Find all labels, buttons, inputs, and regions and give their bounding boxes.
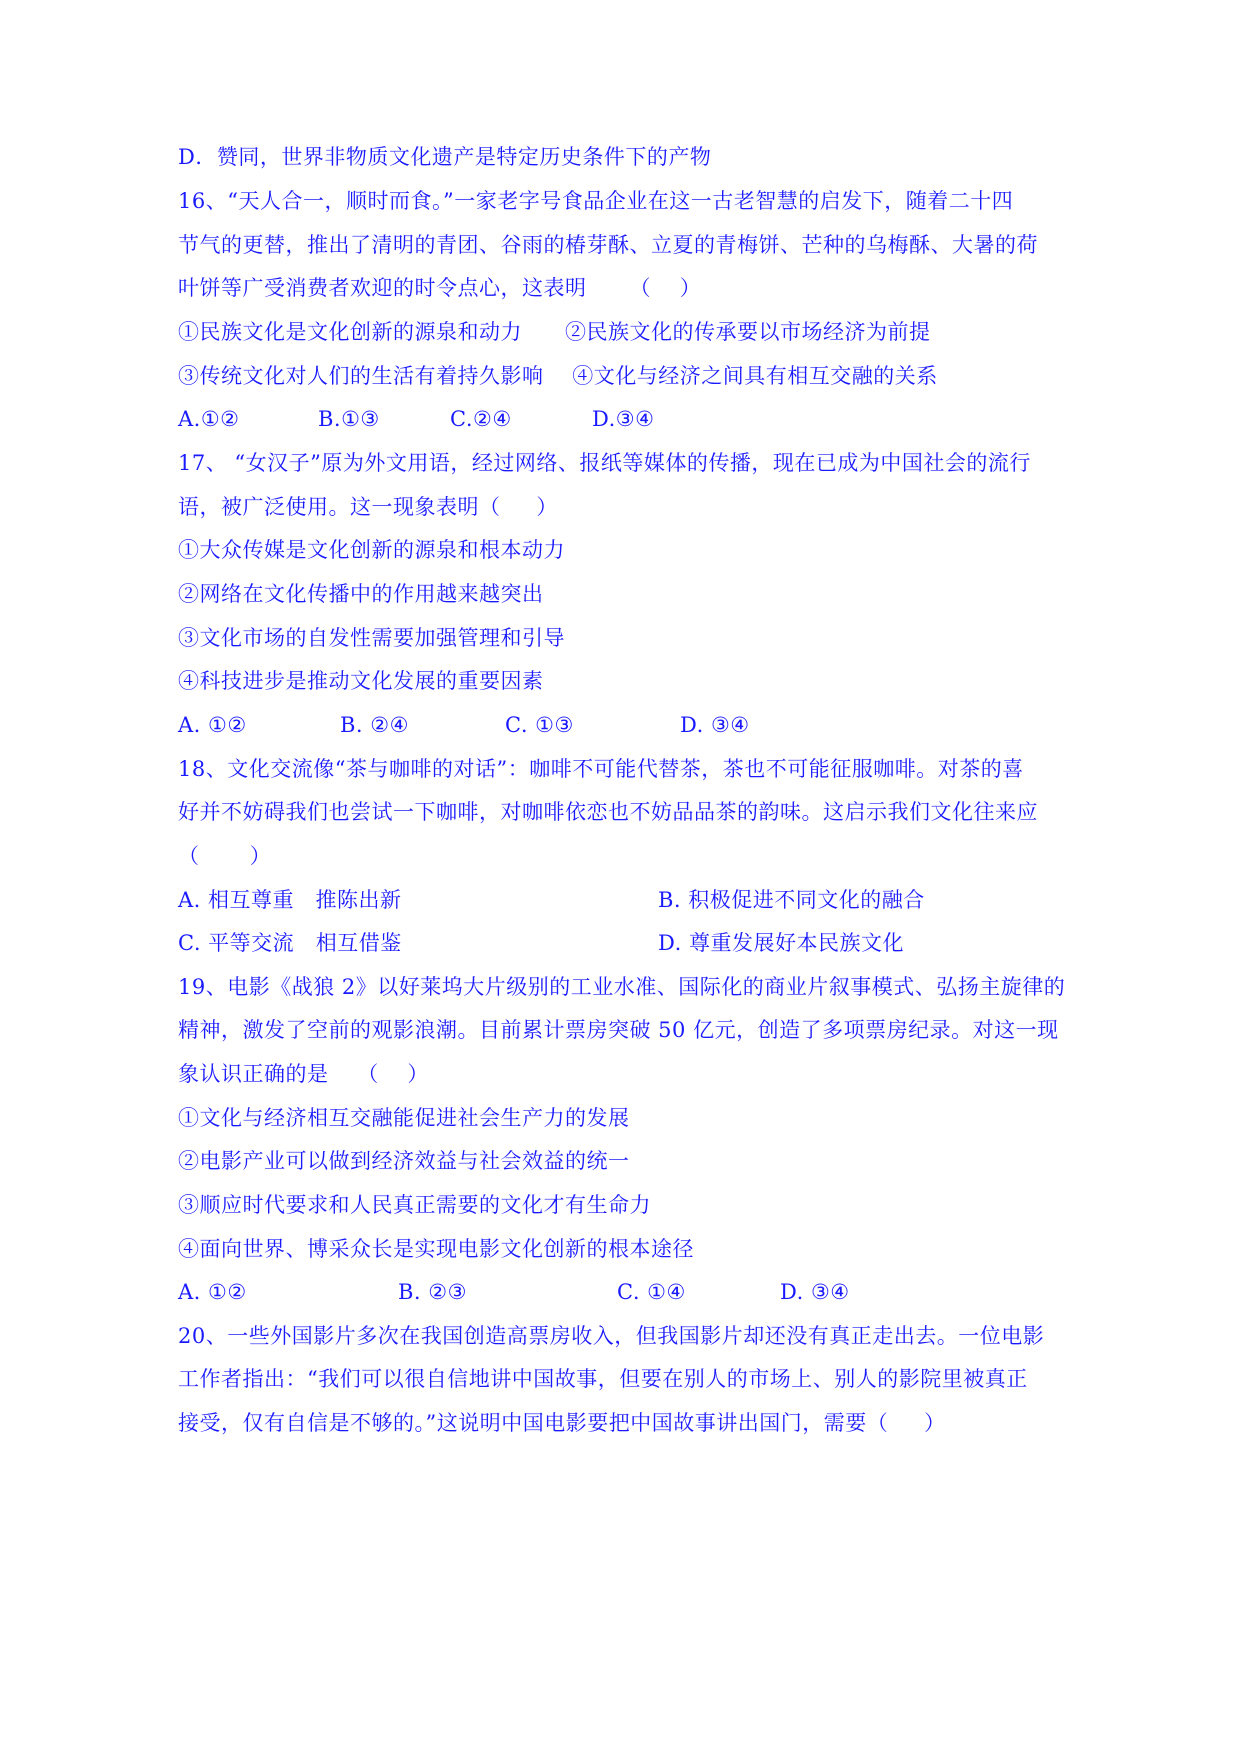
q18-option-c: C. 平等交流 相互借鉴 — [178, 931, 402, 955]
q15-option-d: D．赞同，世界非物质文化遗产是特定历史条件下的产物 — [178, 145, 712, 169]
q19-stem-line-1: 19、电影《战狼 2》以好莱坞大片级别的工业水准、国际化的商业片叙事模式、弘扬主旋律的 — [178, 975, 1066, 999]
q18-option-a: A. 相互尊重 推陈出新 — [178, 888, 402, 912]
q19-stem-line-2: 精神，激发了空前的观影浪潮。目前累计票房突破 50 亿元，创造了多项票房纪录。对这一现 — [178, 1018, 1059, 1042]
q16-option-c: C.②④ — [450, 407, 512, 431]
q16-stem-line-2: 节气的更替，推出了清明的青团、谷雨的椿芽酥、立夏的青梅饼、芒种的乌梅酥、大暑的荷 — [178, 233, 1038, 257]
q19-option-a: A. ①② — [178, 1280, 247, 1304]
q18-option-d: D. 尊重发展好本民族文化 — [658, 931, 904, 955]
q19-statement-1: ①文化与经济相互交融能促进社会生产力的发展 — [178, 1106, 630, 1130]
q17-stem-line-1: 17、 “女汉子”原为外文用语，经过网络、报纸等媒体的传播，现在已成为中国社会的流行 — [178, 451, 1031, 475]
q18-stem-line-3: （ ） — [178, 844, 272, 868]
q19-option-c: C. ①④ — [617, 1280, 686, 1304]
q19-statement-4: ④面向世界、博采众长是实现电影文化创新的根本途径 — [178, 1237, 694, 1261]
q17-statement-2: ②网络在文化传播中的作用越来越突出 — [178, 582, 544, 606]
q19-stem-line-3: 象认识正确的是 （ ） — [178, 1062, 429, 1086]
q18-stem-line-2: 好并不妨碍我们也尝试一下咖啡，对咖啡依恋也不妨品品茶的韵味。这启示我们文化往来应 — [178, 800, 1038, 824]
q16-stem-line-3: 叶饼等广受消费者欢迎的时令点心，这表明 （ ） — [178, 276, 702, 300]
q16-option-d: D.③④ — [592, 407, 655, 431]
q16-option-a: A.①② — [178, 407, 240, 431]
q16-option-b: B.①③ — [318, 407, 380, 431]
q17-option-b: B. ②④ — [340, 713, 409, 737]
q18-stem-line-1: 18、文化交流像“茶与咖啡的对话”：咖啡不可能代替茶，茶也不可能征服咖啡。对茶的喜 — [178, 757, 1024, 781]
q19-option-d: D. ③④ — [780, 1280, 850, 1304]
q17-option-c: C. ①③ — [505, 713, 574, 737]
q19-statement-3: ③顺应时代要求和人民真正需要的文化才有生命力 — [178, 1193, 651, 1217]
q19-option-b: B. ②③ — [398, 1280, 467, 1304]
q17-statement-4: ④科技进步是推动文化发展的重要因素 — [178, 669, 544, 693]
q17-statement-3: ③文化市场的自发性需要加强管理和引导 — [178, 626, 565, 650]
q20-stem-line-2: 工作者指出：“我们可以很自信地讲中国故事，但要在别人的市场上、别人的影院里被真正 — [178, 1367, 1028, 1391]
q16-statements-line-2: ③传统文化对人们的生活有着持久影响 ④文化与经济之间具有相互交融的关系 — [178, 364, 938, 388]
q16-stem-line-1: 16、“天人合一，顺时而食。”一家老字号食品企业在这一古老智慧的启发下，随着二十四 — [178, 189, 1014, 213]
q17-option-d: D. ③④ — [680, 713, 750, 737]
q20-stem-line-1: 20、一些外国影片多次在我国创造高票房收入，但我国影片却还没有真正走出去。一位电影 — [178, 1324, 1045, 1348]
q19-statement-2: ②电影产业可以做到经济效益与社会效益的统一 — [178, 1149, 630, 1173]
q17-option-a: A. ①② — [178, 713, 247, 737]
q16-statements-line-1: ①民族文化是文化创新的源泉和动力 ②民族文化的传承要以市场经济为前提 — [178, 320, 931, 344]
q17-statement-1: ①大众传媒是文化创新的源泉和根本动力 — [178, 538, 565, 562]
q17-stem-line-2: 语，被广泛使用。这一现象表明（ ） — [178, 495, 558, 519]
q18-option-b: B. 积极促进不同文化的融合 — [658, 888, 925, 912]
q20-stem-line-3: 接受，仅有自信是不够的。”这说明中国电影要把中国故事讲出国门，需要（ ） — [178, 1411, 946, 1435]
